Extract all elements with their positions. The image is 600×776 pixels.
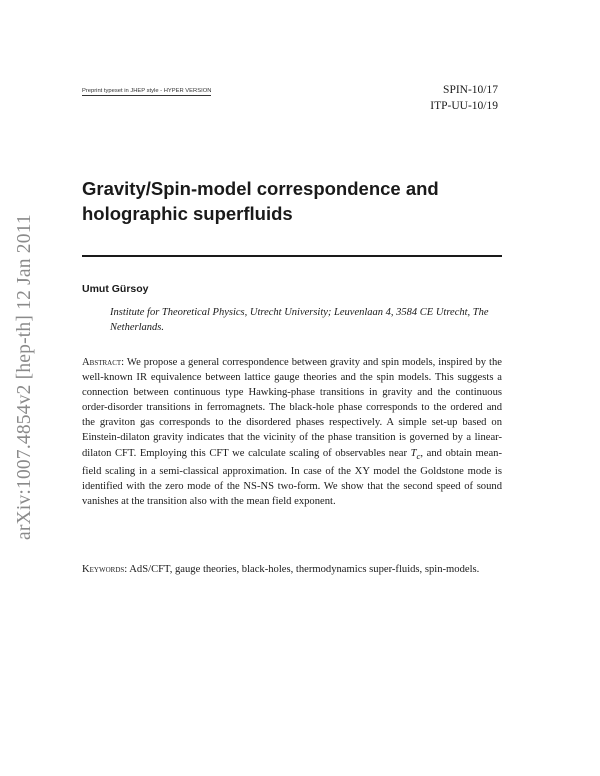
abstract-math-symbol: T [410,447,417,459]
abstract-text-part-2: , and obtain mean-field scaling in a semi-classical approximation. In case of the XY model the Goldstone mode is identified with the zero mode of the NS-NS two-form. We show that the second speed of sound vanishes at the transition also with the mean field exponent. [82,447,503,507]
abstract-label: Abstract: [82,357,125,368]
abstract [82,355,502,509]
keywords-text: AdS/CFT, gauge theories, black-holes, thermodynamics super-fluids, spin-models. [127,564,480,575]
author-affiliation: Institute for Theoretical Physics, Utrecht University; Leuvenlaan 4, 3584 CE Utrecht, The Netherlands. [110,307,489,333]
author-name: Umut Gürsoy [82,283,149,295]
keywords-label: Keywords: [82,564,128,575]
title-divider [82,255,502,257]
report-number: SPIN-10/17 [443,84,498,96]
abstract-math-subscript: c [416,450,421,461]
keywords [82,562,502,577]
arxiv-identifier-stamp: arXiv:1007.4854v2 [hep-th] 12 Jan 2011 [14,214,35,540]
paper-title: Gravity/Spin-model correspondence and holographic superfluids [82,178,439,224]
report-numbers [430,82,498,114]
report-number: ITP-UU-10/19 [430,100,498,112]
abstract-text-part-1: We propose a general correspondence between gravity and spin models, inspired by the well-known IR equivalence between lattice gauge theories and the spin models. This suggests a connection between continuous type Hawking-phase transitions in gravity and the continuous order-disorder transitions in ferromagnets. The black-hole phase corresponds to the ordered and the graviton gas corresponds to the disordered phases respectively. A simple set-up based on Einstein-dilaton gravity indicates that the vicinity of the phase transition is governed by a linear-dilaton CFT. Employing this CFT we calculate scaling of observables near [82,357,502,459]
preprint-style-note: Preprint typeset in JHEP style - HYPER VERSION [82,88,212,94]
